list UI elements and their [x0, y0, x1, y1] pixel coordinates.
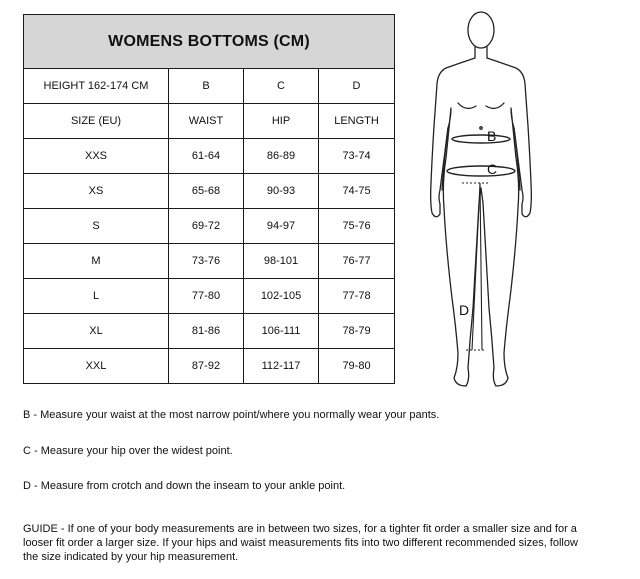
waist-cell: 65-68 [169, 174, 244, 209]
size-cell: XL [24, 314, 169, 349]
hip-cell: 90-93 [244, 174, 319, 209]
table-row [24, 349, 395, 384]
waist-cell: 61-64 [169, 139, 244, 174]
length-cell: 79-80 [319, 349, 395, 384]
hip-cell: 98-101 [244, 244, 319, 279]
table-row [24, 174, 395, 209]
code-b-header: B [169, 69, 244, 104]
figure-navel [480, 127, 482, 129]
waist-cell: 81-86 [169, 314, 244, 349]
waist-cell: 87-92 [169, 349, 244, 384]
label-d: D [459, 302, 470, 318]
figure-chest-lines [458, 103, 504, 108]
table-row [24, 139, 395, 174]
header-row-measurement-names [24, 104, 395, 139]
table-title: WOMENS BOTTOMS (CM) [24, 15, 395, 69]
hip-cell: 86-89 [244, 139, 319, 174]
figure-head [468, 12, 494, 48]
note-hip: C - Measure your hip over the widest point. [23, 445, 233, 457]
waist-cell: 73-76 [169, 244, 244, 279]
size-header: SIZE (EU) [24, 104, 169, 139]
length-cell: 73-74 [319, 139, 395, 174]
size-cell: XXS [24, 139, 169, 174]
size-cell: S [24, 209, 169, 244]
size-cell: XS [24, 174, 169, 209]
size-cell: XXL [24, 349, 169, 384]
length-cell: 78-79 [319, 314, 395, 349]
waist-header: WAIST [169, 104, 244, 139]
note-waist: B - Measure your waist at the most narrow point/where you normally wear your pants. [23, 409, 440, 421]
note-length: D - Measure from crotch and down the inseam to your ankle point. [23, 480, 346, 492]
figure-body-outline [431, 47, 532, 386]
size-cell: M [24, 244, 169, 279]
length-header: LENGTH [319, 104, 395, 139]
guide-text: GUIDE - If one of your body measurements are in between two sizes, for a tighter fit order a smaller size and for a looser fit order a larger size. If your hips and waist measurements fits into two different recommended sizes, follow the size indicated by your hip measurement. [23, 523, 578, 563]
length-cell: 74-75 [319, 174, 395, 209]
height-header: HEIGHT 162-174 CM [24, 69, 169, 104]
length-cell: 75-76 [319, 209, 395, 244]
size-chart-table [23, 14, 395, 384]
table-row [24, 279, 395, 314]
waist-cell: 77-80 [169, 279, 244, 314]
waist-measure-line [452, 135, 510, 143]
header-row-measurement-codes [24, 69, 395, 104]
length-cell: 77-78 [319, 279, 395, 314]
length-cell: 76-77 [319, 244, 395, 279]
label-c: C [487, 161, 498, 177]
hip-cell: 106-111 [244, 314, 319, 349]
code-d-header: D [319, 69, 395, 104]
hip-measure-line [447, 166, 515, 176]
body-measurement-figure [418, 8, 544, 392]
table-row [24, 209, 395, 244]
hip-cell: 94-97 [244, 209, 319, 244]
size-cell: L [24, 279, 169, 314]
hip-cell: 102-105 [244, 279, 319, 314]
table-row [24, 244, 395, 279]
waist-cell: 69-72 [169, 209, 244, 244]
code-c-header: C [244, 69, 319, 104]
label-b: B [487, 128, 497, 144]
hip-cell: 112-117 [244, 349, 319, 384]
hip-header: HIP [244, 104, 319, 139]
table-row [24, 314, 395, 349]
